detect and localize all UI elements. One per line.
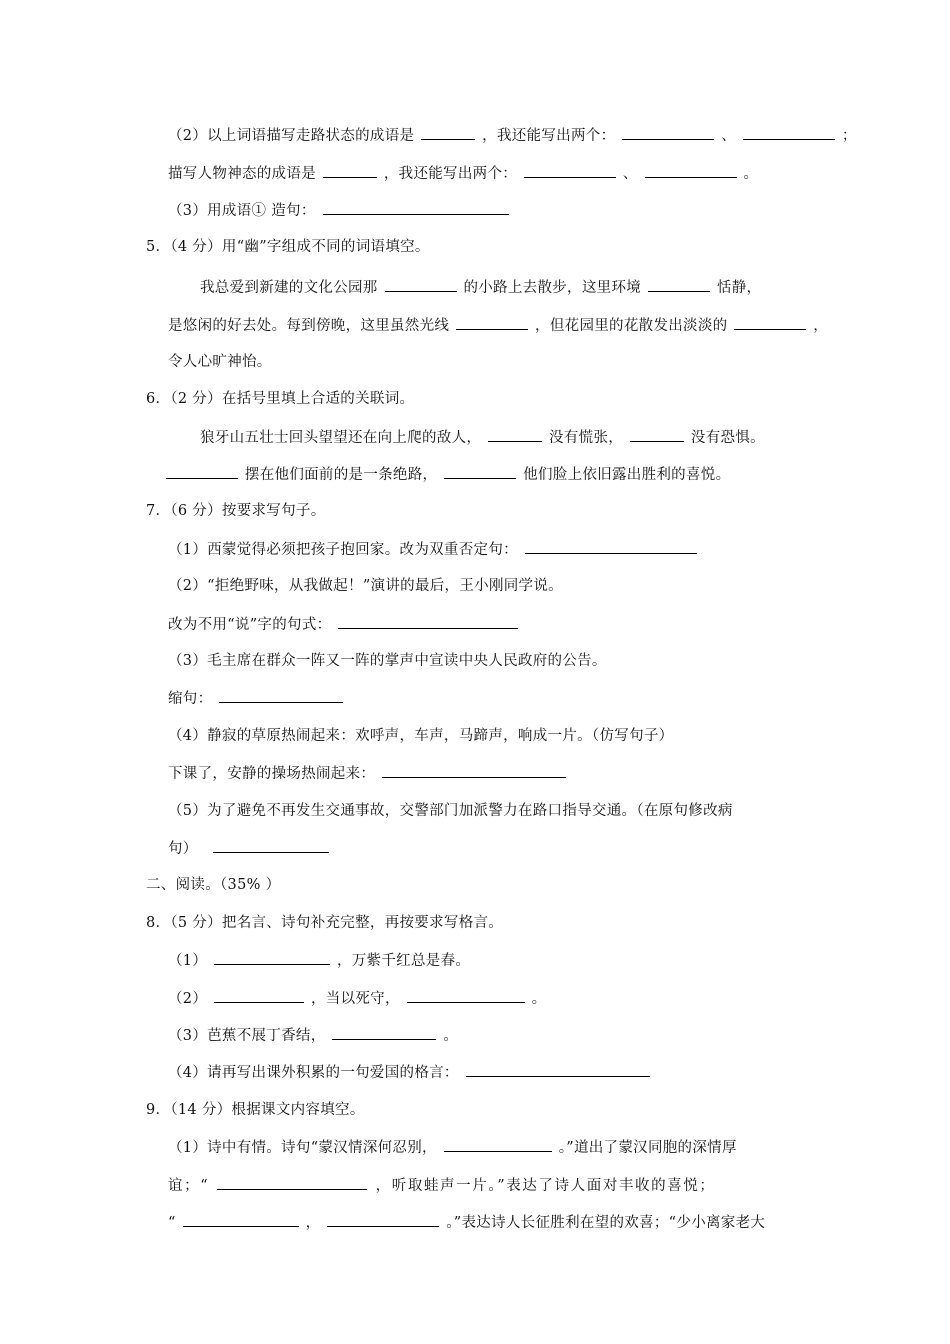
text: 狼牙山五壮士回头望望还在向上爬的敌人， (200, 430, 482, 446)
text: （2）以上词语描写走路状态的成语是 (168, 128, 415, 144)
question-8-title: 8．（5 分）把名言、诗句补充完整，再按要求写格言。 (146, 915, 504, 931)
text: ，当以死守， (310, 991, 400, 1007)
q8-part4 (168, 1062, 652, 1083)
question-6-title: 6．（2 分）在括号里填上合适的关联词。 (146, 391, 415, 407)
answer-blank[interactable] (214, 950, 330, 965)
q7-part2-answer (168, 614, 520, 635)
answer-blank[interactable] (183, 1212, 299, 1227)
answer-blank[interactable] (524, 163, 616, 178)
text: （3）用成语① 造句： (168, 203, 316, 219)
q4-part2-line2 (168, 163, 758, 184)
q4-part3 (168, 200, 511, 221)
q8-part1 (168, 950, 470, 971)
q5-line2 (168, 315, 828, 336)
q7-part5-answer (168, 838, 331, 859)
text: 我总爱到新建的文化公园那 (200, 280, 378, 296)
text: 是悠闲的好去处。每到傍晚，这里虽然光线 (168, 318, 450, 334)
text: 缩句： (168, 691, 213, 707)
q6-line1 (200, 427, 765, 448)
q7-part4: （4）静寂的草原热闹起来：欢呼声，车声，马蹄声，响成一片。（仿写句子） (168, 728, 674, 744)
question-7-title: 7．（6 分）按要求写句子。 (146, 503, 326, 519)
answer-blank[interactable] (456, 315, 528, 330)
text: 。”表达诗人长征胜利在望的欢喜；“少小离家老大 (446, 1215, 766, 1231)
q7-part4-answer (168, 763, 568, 784)
answer-blank[interactable] (630, 427, 684, 442)
q8-part3 (168, 1025, 458, 1046)
text: ， (305, 1215, 321, 1231)
text: 描写人物神态的成语是 (168, 166, 316, 182)
text: 的小路上去散步，这里环境 (463, 280, 642, 296)
answer-blank[interactable] (622, 125, 714, 140)
answer-blank[interactable] (488, 427, 542, 442)
answer-blank[interactable] (385, 277, 457, 292)
q8-part2 (168, 988, 546, 1009)
answer-blank[interactable] (444, 464, 516, 479)
answer-blank[interactable] (382, 763, 566, 778)
answer-blank[interactable] (466, 1062, 650, 1077)
text: 、 (721, 128, 737, 144)
text: （1）诗中有情。诗句“蒙汉情深何忍别， (168, 1140, 437, 1156)
answer-blank[interactable] (407, 988, 525, 1003)
q5-line1 (200, 277, 761, 298)
text: ，我还能写出两个： (383, 166, 518, 182)
text: ，但花园里的花散发出淡淡的 (535, 318, 728, 334)
text: （1） (168, 953, 208, 969)
text: （4）请再写出课外积累的一句爱国的格言： (168, 1065, 459, 1081)
text: （1）西蒙觉得必须把孩子抱回家。改为双重否定句： (168, 542, 518, 558)
q7-part1 (168, 539, 699, 560)
q5-line3: 令人心旷神怡。 (168, 354, 272, 370)
answer-blank[interactable] (323, 163, 377, 178)
q7-part3-answer (168, 688, 345, 709)
q7-part2: （2）“拒绝野味，从我做起！”演讲的最后，王小刚同学说。 (168, 578, 563, 594)
question-9-title: 9．（14 分）根据课文内容填空。 (146, 1102, 365, 1118)
text: 他们脸上依旧露出胜利的喜悦。 (523, 467, 731, 483)
text: 。 (743, 166, 759, 182)
answer-blank[interactable] (219, 688, 343, 703)
text: 、 (622, 166, 638, 182)
text: 没有慌张， (549, 430, 624, 446)
q9-part1-line1 (168, 1137, 737, 1158)
answer-blank[interactable] (525, 539, 697, 554)
q7-part3: （3）毛主席在群众一阵又一阵的掌声中宣读中央人民政府的公告。 (168, 653, 607, 669)
text: ； (841, 128, 857, 144)
text: （2） (168, 991, 208, 1007)
answer-blank[interactable] (166, 464, 238, 479)
text: ，我还能写出两个： (482, 128, 616, 144)
section-2-heading: 二、阅读。（35% ） (146, 877, 281, 893)
answer-blank[interactable] (734, 315, 806, 330)
text: 。 (531, 991, 547, 1007)
text: 恬静， (716, 280, 762, 296)
answer-blank[interactable] (217, 1175, 367, 1190)
text: 句） (168, 841, 198, 857)
answer-blank[interactable] (743, 125, 835, 140)
text: （3）芭蕉不展丁香结， (168, 1028, 326, 1044)
answer-blank[interactable] (645, 163, 737, 178)
text: 摆在他们面前的是一条绝路， (244, 467, 438, 483)
text: 改为不用“说”字的句式： (168, 617, 332, 633)
q6-line2 (164, 464, 730, 485)
text: ， (813, 318, 829, 334)
q7-part5: （5）为了避免不再发生交通事故，交警部门加派警力在路口指导交通。（在原句修改病 (168, 803, 733, 819)
text: 谊；“ (168, 1178, 210, 1194)
text: “ (168, 1215, 176, 1231)
q9-part1-line3 (168, 1212, 765, 1233)
answer-blank[interactable] (338, 614, 518, 629)
answer-blank[interactable] (444, 1137, 552, 1152)
answer-blank[interactable] (332, 1025, 436, 1040)
answer-blank[interactable] (213, 838, 329, 853)
text: ，万紫千红总是春。 (336, 953, 471, 969)
text: 。”道出了蒙汉同胞的深情厚 (558, 1140, 737, 1156)
text: 下课了，安静的操场热闹起来： (168, 766, 376, 782)
q9-part1-line2 (168, 1175, 716, 1196)
answer-blank[interactable] (648, 277, 710, 292)
q4-part2-line1 (168, 125, 857, 146)
answer-blank[interactable] (323, 200, 509, 215)
text: 。 (443, 1028, 459, 1044)
answer-blank[interactable] (421, 125, 475, 140)
text: 没有恐惧。 (690, 430, 765, 446)
answer-blank[interactable] (327, 1212, 439, 1227)
question-5-title: 5．（4 分）用“幽”字组成不同的词语填空。 (146, 239, 430, 255)
text: ，听取蛙声一片。”表达了诗人面对丰收的喜悦； (375, 1178, 716, 1194)
answer-blank[interactable] (214, 988, 304, 1003)
